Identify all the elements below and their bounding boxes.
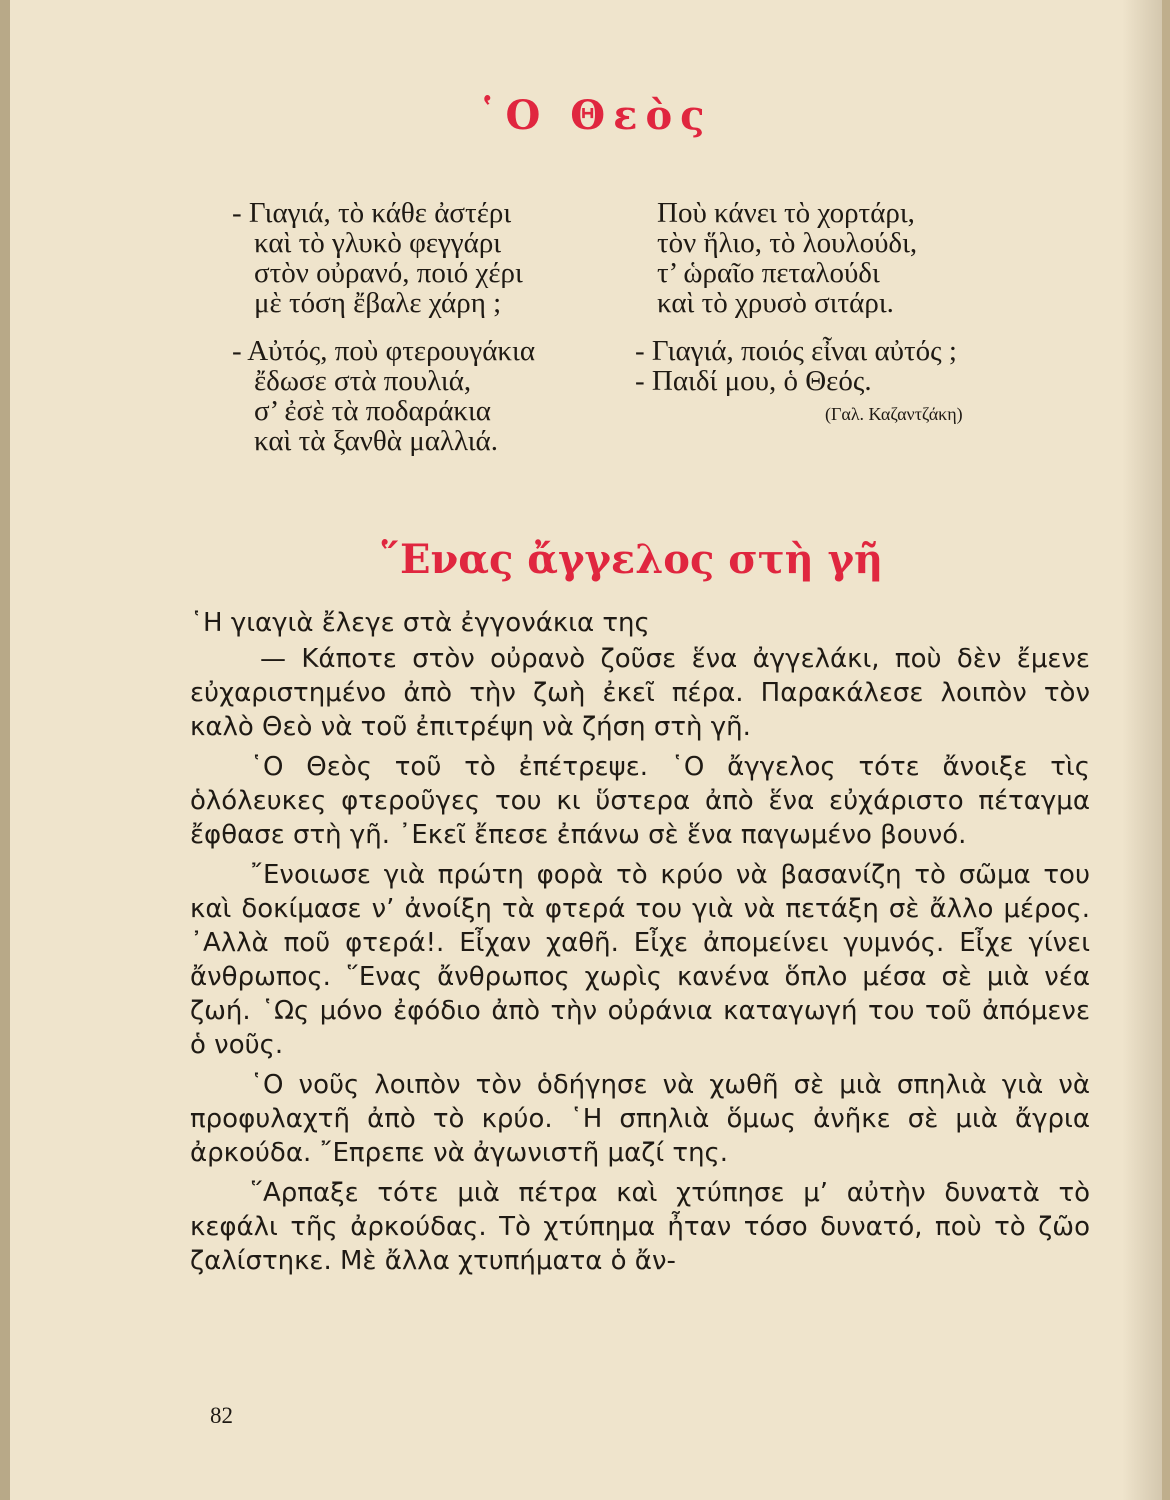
poem-line: - Γιαγιά, ποιός εἶναι αὐτός ; bbox=[635, 335, 957, 367]
story-paragraph: — Κάποτε στὸν οὐρανὸ ζοῦσε ἕνα ἀγγελάκι, ποὺ δὲν ἔμενε εὐχαριστημένο ἀπὸ τὴν ζωὴ ἐκεῖ πέρα. Παρακάλεσε λοιπὸν τὸν καλὸ Θεὸ νὰ τοῦ ἐπιτρέψη νὰ ζήση στὴ γῆ. bbox=[190, 644, 1090, 742]
poem-line: Ποὺ κάνει τὸ χορτάρι, bbox=[657, 197, 915, 229]
story-title: ῞Ενας ἄγγελος στὴ γῆ bbox=[380, 536, 884, 583]
poem-title: ῾Ο Θεὸς bbox=[477, 92, 713, 139]
story-paragraph: ῾Ο νοῦς λοιπὸν τὸν ὁδήγησε νὰ χωθῆ σὲ μιὰ σπηλιὰ γιὰ νὰ προφυλαχτῆ ἀπὸ τὸ κρύο. ῾Η σπηλιὰ ὅμως ἀνῆκε σὲ μιὰ ἄγρια ἀρκούδα. ῎Επρεπε νὰ ἀγωνιστῆ μαζί της. bbox=[190, 1070, 1090, 1168]
poem-stanza bbox=[232, 198, 612, 318]
poem-line: - Αὐτός, ποὺ φτερουγάκια bbox=[232, 335, 536, 367]
story-intro: ῾Η γιαγιὰ ἔλεγε στὰ ἐγγονάκια της bbox=[190, 608, 650, 638]
story-paragraph: ῞Αρπαξε τότε μιὰ πέτρα καὶ χτύπησε μ’ αὐτὴν δυνατὰ τὸ κεφάλι τῆς ἀρκούδας. Τὸ χτύπημα ἦταν τόσο δυνατό, ποὺ τὸ ζῶο ζαλίστηκε. Μὲ ἄλλα χτυπήματα ὁ ἄν- bbox=[190, 1178, 1090, 1276]
page-number: 82 bbox=[210, 1403, 233, 1428]
poem-line: μὲ τόση ἔβαλε χάρη ; bbox=[254, 287, 502, 319]
poem-line: καὶ τὸ χρυσὸ σιτάρι. bbox=[657, 287, 894, 319]
poem-right-column bbox=[635, 198, 1055, 414]
poem-stanza bbox=[232, 336, 612, 456]
poem-line: τ’ ὡραῖο πεταλούδι bbox=[657, 257, 880, 289]
story-paragraph: ῎Ενοιωσε γιὰ πρώτη φορὰ τὸ κρύο νὰ βασανίζη τὸ σῶμα του καὶ δοκίμασε ν’ ἀνοίξη τὰ φτερά του γιὰ νὰ πετάξη σὲ ἄλλο μέρος. ᾿Αλλὰ ποῦ φτερά!. Εἶχαν χαθῆ. Εἶχε ἀπομείνει γυμνός. Εἶχε γίνει ἄνθρωπος. ῞Ενας ἄνθρωπος χωρὶς κανένα ὅπλο μέσα σὲ μιὰ νέα ζωή. ῾Ως μόνο ἐφόδιο ἀπὸ τὴν οὐράνια καταγωγή του τοῦ ἀπόμενε ὁ νοῦς. bbox=[190, 860, 1090, 1060]
poem-left-column bbox=[232, 198, 612, 474]
poem-line: στὸν οὐρανό, ποιό χέρι bbox=[254, 257, 523, 289]
poem-stanza bbox=[635, 336, 1055, 396]
poem-line: καὶ τὸ γλυκὸ φεγγάρι bbox=[254, 227, 502, 259]
poem-line: ἔδωσε στὰ πουλιά, bbox=[254, 365, 472, 397]
poem-stanza bbox=[635, 198, 1055, 318]
story-body bbox=[190, 606, 1090, 1284]
poem-attribution: (Γαλ. Καζαντζάκη) bbox=[825, 404, 963, 424]
poem-line: καὶ τὰ ξανθὰ μαλλιά. bbox=[254, 425, 498, 457]
poem-line: σ’ ἐσὲ τὰ ποδαράκια bbox=[254, 395, 491, 427]
story-paragraph: ῾Ο Θεὸς τοῦ τὸ ἐπέτρεψε. ῾Ο ἄγγελος τότε ἄνοιξε τὶς ὁλόλευκες φτεροῦγες του κι ὕστερα ἀπὸ ἕνα εὐχάριστο πέταγμα ἔφθασε στὴ γῆ. ᾿Εκεῖ ἔπεσε ἐπάνω σὲ ἕνα παγωμένο βουνό. bbox=[190, 752, 1090, 850]
poem-line: - Παιδί μου, ὁ Θεός. bbox=[635, 365, 872, 397]
poem-line: τὸν ἥλιο, τὸ λουλούδι, bbox=[657, 227, 918, 259]
poem-line: - Γιαγιά, τὸ κάθε ἀστέρι bbox=[232, 197, 512, 229]
